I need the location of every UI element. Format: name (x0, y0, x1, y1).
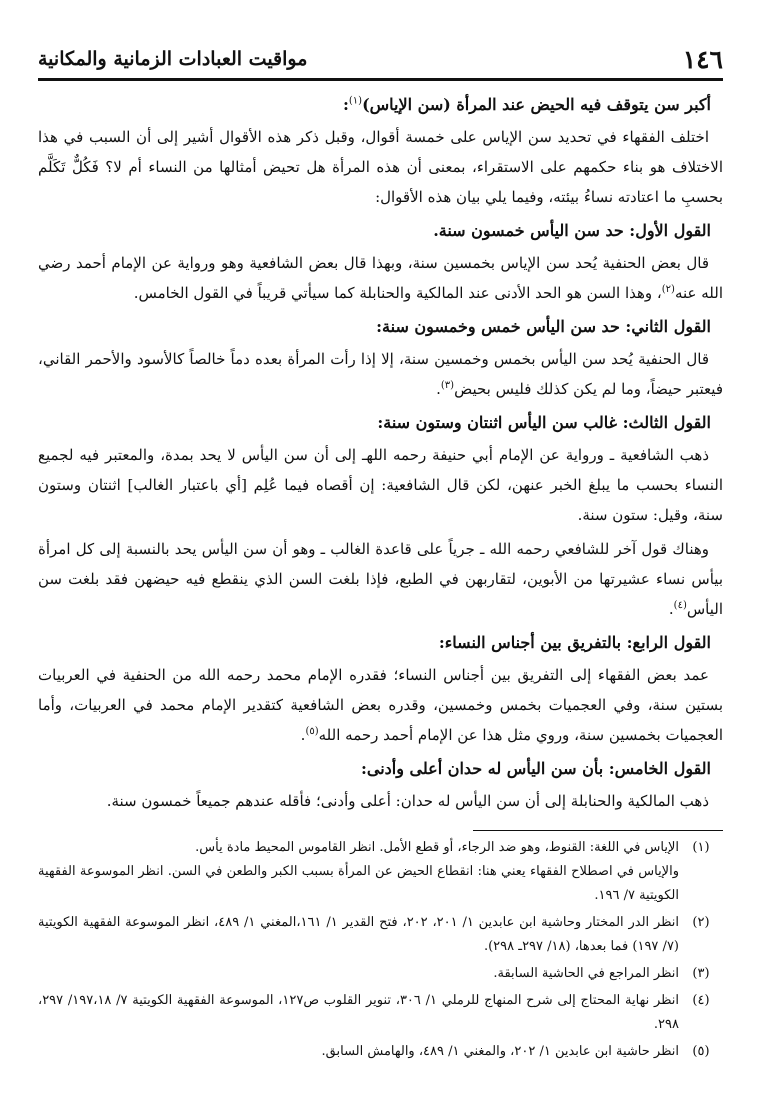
paragraph-tail: . (300, 726, 306, 744)
section-heading: القول الثالث: غالب سن اليأس اثنتان وستون سنة: (377, 413, 711, 432)
footnote (38, 911, 723, 959)
paragraph-tail: ، وهذا السن هو الحد الأدنى عند المالكية والحنابلة كما سيأتي قريباً في القول الخامس. (133, 284, 662, 302)
footnote-line: انظر المراجع في الحاشية السابقة. (493, 966, 679, 981)
paragraph-tail: . (668, 600, 674, 618)
footnote-ref: (٤) (673, 600, 687, 611)
footnotes (38, 836, 723, 1067)
section-heading: القول الأول: حد سن اليأس خمسون سنة. (433, 221, 711, 240)
opinion-sections (38, 216, 723, 816)
section-paragraph (38, 534, 723, 624)
footnote-number: (١) (692, 840, 710, 855)
footnote-text (38, 962, 679, 986)
section-paragraph (38, 660, 723, 750)
footnote-line: والإياس في اصطلاح الفقهاء يعني هنا: انقطاع الحيض عن المرأة بسبب الكبر والطعن في السن. انظر الموسوعة الفقهية الكويتية ٧/ ١٩٦. (38, 864, 679, 903)
footnote-number: (٣) (692, 966, 710, 981)
footnote-line: انظر نهاية المحتاج إلى شرح المنهاج للرملي ١/ ٣٠٦، تنوير القلوب ص١٢٧، الموسوعة الفقهية الكويتية ٧/ ١٩٧،١٨/ ٢٩٧، ٢٩٨. (38, 993, 680, 1032)
footnote-text (38, 1040, 679, 1064)
footnote-number: (٢) (692, 915, 710, 930)
section-paragraph (38, 440, 723, 530)
main-heading-tail: : (342, 95, 349, 114)
section-paragraph (38, 248, 723, 308)
footnote-line: الإياس في اللغة: القنوط، وهو ضد الرجاء، أو قطع الأمل. انظر القاموس المحيط مادة يأس. (195, 840, 679, 855)
main-heading-text: أكبر سن يتوقف فيه الحيض عند المرأة (سن الإياس) (362, 95, 711, 114)
footnote-number: (٤) (692, 993, 710, 1008)
paragraph-text: ذهب الشافعية ـ ورواية عن الإمام أبي حنيفة رحمه اللهـ إلى أن سن اليأس لا يحد بمدة، والمعتبر فيه لجميع النساء بحسب ما يبلغ الخبر عنهن، لكن قال الشافعية: إن أقصاه فيما عُلِم [أي باعتبار الغالب] اثنتان وستون سنة، وقيل: ستون سنة. (38, 446, 723, 524)
footnote (38, 1040, 723, 1064)
main-heading (38, 90, 711, 120)
footnote (38, 989, 723, 1037)
footnote-line: انظر حاشية ابن عابدين ١/ ٢٠٢، والمغني ١/ ٤٨٩، والهامش السابق. (321, 1044, 679, 1059)
section-paragraph (38, 344, 723, 404)
running-title: مواقيت العبادات الزمانية والمكانية (38, 48, 308, 70)
footnote (38, 836, 723, 908)
section-heading: القول الثاني: حد سن اليأس خمس وخمسون سنة: (376, 317, 711, 336)
page-header (38, 40, 723, 81)
footnote-ref: (٣) (440, 380, 455, 391)
footnote-ref: (١) (348, 95, 363, 107)
footnote-text (38, 836, 679, 908)
footnote-line: انظر الدر المختار وحاشية ابن عابدين ١/ ٢٠١، ٢٠٢، فتح القدير ١/ ١٦١،المغني ١/ ٤٨٩، انظر الموسوعة الفقهية الكويتية (٧/ ١٩٧) فما بعدها، (١٨/ ٢٩٧ـ ٢٩٨). (38, 915, 680, 954)
footnote-ref: (٢) (661, 284, 675, 295)
footnote-ref: (٥) (305, 726, 319, 737)
paragraph-text: ذهب المالكية والحنابلة إلى أن سن اليأس له حدان: أعلى وأدنى؛ فأقله عندهم جميعاً خمسون سنة. (106, 792, 709, 810)
section-paragraph (38, 786, 723, 816)
footnote-number: (٥) (692, 1044, 710, 1059)
footnote-text (38, 989, 679, 1037)
page-number: ١٤٦ (682, 44, 723, 74)
footnote-text (38, 911, 679, 959)
footnote (38, 962, 723, 986)
intro-paragraph: اختلف الفقهاء في تحديد سن الإياس على خمسة أقوال، وقبل ذكر هذه الأقوال أشير إلى أن السبب في هذا الاختلاف هو بناء حكمهم على الاستقراء، بمعنى أن هذه المرأة هل تحيض أمثالها من النساء أم لا؟ فَكُلٌّ تَكَلَّم بحسبِ ما اعتادته نساءُ بيئته، وفيما يلي بيان هذه الأقوال: (38, 128, 723, 206)
section-heading: القول الرابع: بالتفريق بين أجناس النساء: (438, 633, 711, 652)
paragraph-text: قال بعض الحنفية يُحد سن الإياس بخمسين سنة، وبهذا قال بعض الشافعية وهو ورواية عن الإمام أحمد رضي الله عنه (38, 254, 723, 302)
paragraph-text: قال الحنفية يُحد سن اليأس بخمس وخمسين سنة، إلا إذا رأت المرأة بعده دماً خالصاً كالأسود والأحمر القاني، فيعتبر حيضاً، وما لم يكن كذلك فليس بحيض (38, 350, 723, 398)
paragraph-tail: . (436, 380, 441, 398)
paragraph-text: وهناك قول آخر للشافعي رحمه الله ـ جرياً على قاعدة الغالب ـ وهو أن سن اليأس يحد بالنسبة إلى كل امرأة بيأس نساء عشيرتها من الأبوين، لتقاربهن في الطبع، فإذا بلغت السن الذي ينقطع فيه حيضهن فقد بلغت سن اليأس (38, 540, 723, 618)
section-heading: القول الخامس: بأن سن اليأس له حدان أعلى وأدنى: (360, 759, 711, 778)
paragraph-text: عمد بعض الفقهاء إلى التفريق بين أجناس النساء؛ فقدره الإمام محمد رحمه الله من الحنفية في العربيات بستين سنة، وفي العجميات بخمس وخمسين، وقدره بعض الشافعية كتقدير الإمام محمد في العربيات، وأما العجميات بخمسين سنة، وروي مثل هذا عن الإمام أحمد رحمه الله (38, 666, 723, 744)
main-text (38, 88, 723, 820)
